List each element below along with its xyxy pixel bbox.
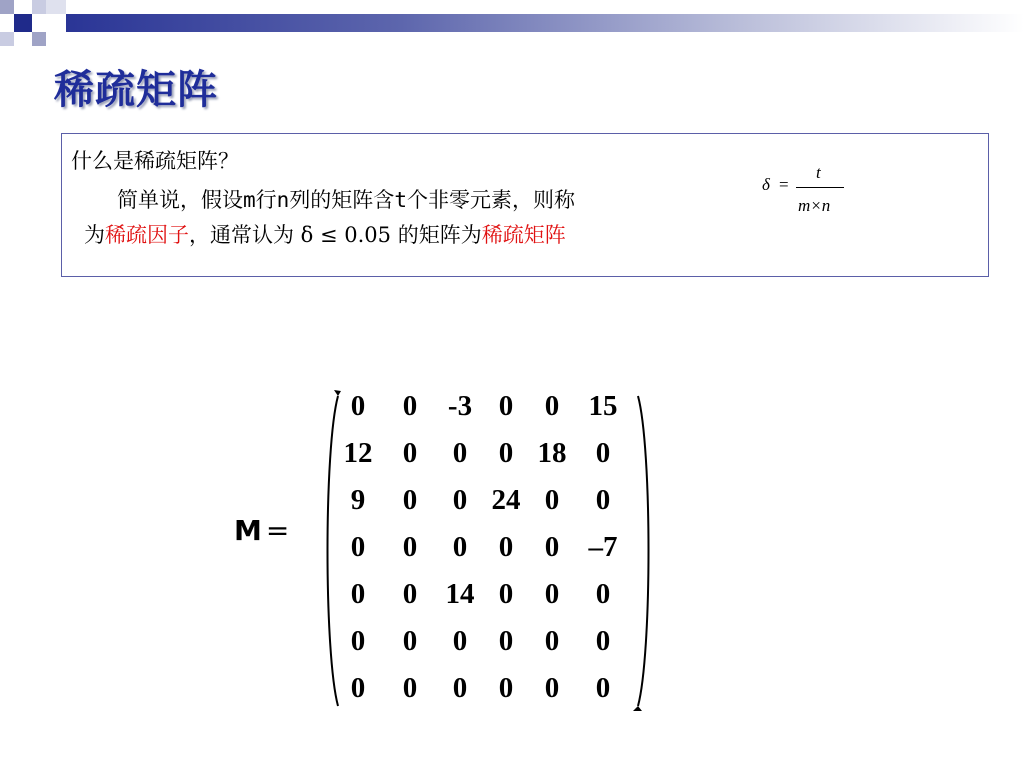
definition-line-1 [117, 184, 575, 214]
matrix-cell: 0 [595, 437, 611, 469]
slide-title: 稀疏矩阵 [54, 67, 218, 113]
matrix-cell: 0 [452, 672, 468, 704]
formula-denominator: m×n [798, 196, 831, 215]
matrix-cell: 9 [350, 484, 366, 516]
formula-delta: δ [762, 175, 770, 194]
matrix-cell: 0 [544, 672, 560, 704]
var-n: n [276, 188, 290, 212]
decor-square [0, 32, 14, 46]
text-segment: 个非零元素，则称 [406, 188, 575, 212]
matrix-cell: 0 [402, 484, 418, 516]
matrix-cell: 0 [595, 484, 611, 516]
matrix-cell: 14 [445, 578, 475, 610]
var-m: m [243, 188, 256, 212]
text-segment: 行 [255, 188, 277, 212]
matrix-cell: 0 [402, 672, 418, 704]
matrix-cell: 0 [595, 672, 611, 704]
matrix-cell: 0 [350, 672, 366, 704]
matrix-cell: 0 [350, 531, 366, 563]
matrix-cell: 15 [588, 390, 618, 422]
matrix-cell: 0 [402, 625, 418, 657]
right-bracket [638, 396, 649, 706]
matrix-cell: 0 [498, 531, 514, 563]
bracket-arrow-tl [334, 390, 341, 396]
matrix-cell: 0 [402, 578, 418, 610]
header-gradient-bar [66, 14, 1024, 32]
matrix-name: M [234, 514, 262, 547]
formula-equals: = [779, 175, 789, 194]
matrix-cell: 24 [491, 484, 521, 516]
matrix-cell: 0 [350, 390, 366, 422]
matrix-cell: 0 [350, 625, 366, 657]
matrix-label [234, 514, 289, 547]
fraction-bar [796, 187, 844, 188]
decor-square [32, 0, 46, 14]
matrix-cell: 0 [452, 625, 468, 657]
text-segment: 为 [84, 223, 105, 247]
matrix-cell: 0 [498, 625, 514, 657]
matrix-cell: 0 [595, 578, 611, 610]
matrix-equals: = [265, 514, 290, 547]
text-segment: 列的矩阵含 [289, 188, 395, 212]
formula-numerator: t [816, 163, 821, 182]
matrix-cell: 0 [544, 625, 560, 657]
matrix-cell: 0 [595, 625, 611, 657]
matrix-cell: 0 [544, 484, 560, 516]
sparse-matrix [320, 388, 660, 713]
matrix-cell: 0 [452, 437, 468, 469]
matrix-cell: 0 [350, 578, 366, 610]
var-t: t [394, 188, 407, 212]
bracket-arrow-br [633, 706, 642, 711]
matrix-cell: 0 [402, 531, 418, 563]
matrix-cell: 18 [537, 437, 567, 469]
decor-square [32, 32, 46, 46]
decor-square [0, 0, 14, 14]
left-bracket [328, 396, 339, 706]
text-segment: ，通常认为 δ ≤ 0.05 的矩阵为 [189, 223, 482, 247]
term-sparse-factor: 稀疏因子 [105, 223, 189, 247]
text-segment: 简单说，假设 [117, 188, 243, 212]
matrix-cell: 0 [402, 390, 418, 422]
matrix-cell: 0 [544, 390, 560, 422]
matrix-cell: 0 [498, 672, 514, 704]
matrix-cell: 0 [544, 578, 560, 610]
definition-line-2 [84, 219, 566, 249]
matrix-cell: 0 [402, 437, 418, 469]
matrix-cell: 0 [498, 390, 514, 422]
question-text: 什么是稀疏矩阵？ [71, 149, 239, 173]
matrix-cell: 0 [452, 531, 468, 563]
matrix-cell: -3 [447, 390, 473, 422]
matrix-cell: 0 [498, 437, 514, 469]
matrix-cell: 0 [452, 484, 468, 516]
decor-square [46, 0, 66, 14]
matrix-cell: 12 [343, 437, 373, 469]
term-sparse-matrix: 稀疏矩阵 [481, 223, 566, 247]
matrix-cell: –7 [588, 531, 618, 563]
matrix-cell: 0 [498, 578, 514, 610]
matrix-cell: 0 [544, 531, 560, 563]
decor-square [14, 14, 32, 32]
